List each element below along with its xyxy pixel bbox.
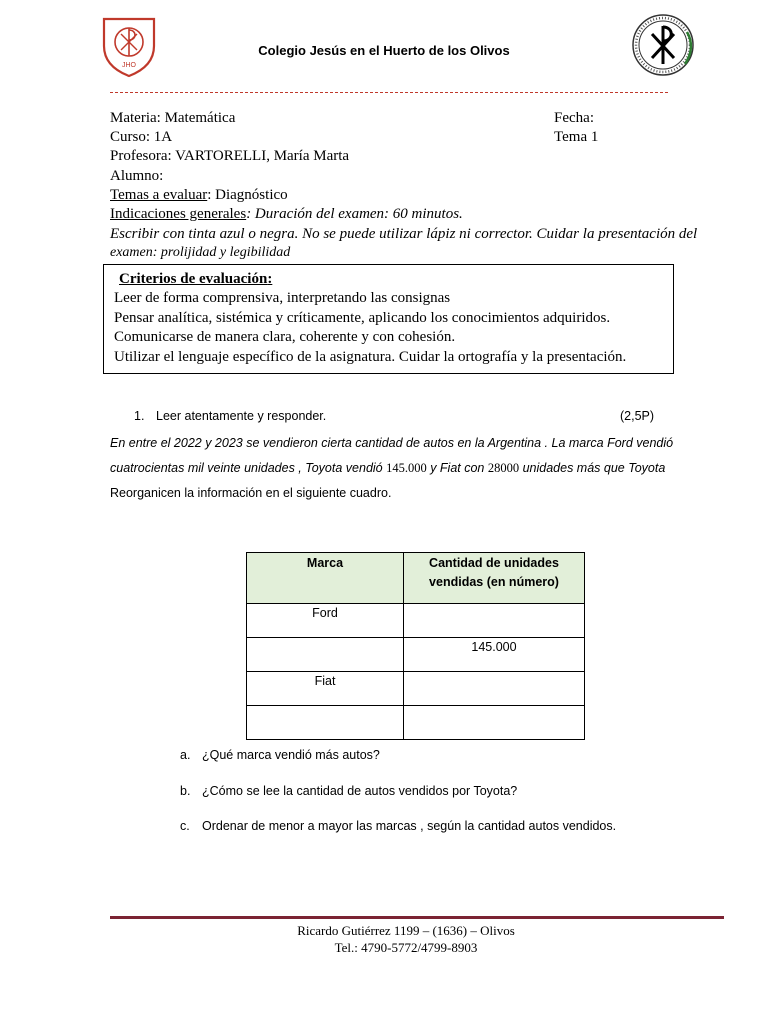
- subquestion-letter: a.: [180, 748, 191, 762]
- exercise-points: (2,5P): [620, 409, 655, 423]
- subquestion-letter: b.: [180, 784, 191, 798]
- text-segment: cuatrocientas mil veinte unidades , Toyota vendió: [110, 461, 387, 475]
- exercise-text-line-2: [110, 456, 665, 481]
- footer-phone: Tel.: 4790-5772/4799-8903: [334, 940, 478, 955]
- indicaciones-label: Indicaciones generales: [110, 206, 247, 222]
- footer-divider: [110, 916, 724, 919]
- cell-marca[interactable]: Fiat: [247, 672, 404, 706]
- criteria-item: Comunicarse de manera clara, coherente y con cohesión.: [114, 329, 456, 345]
- exercise-instruction: Leer atentamente y responder.: [156, 409, 327, 423]
- subquestion-text: ¿Cómo se lee la cantidad de autos vendidos por Toyota?: [202, 784, 518, 798]
- temas-label: Temas a evaluar: [110, 187, 208, 203]
- text-segment: unidades más que Toyota: [519, 461, 666, 475]
- indicaciones-value: : Duración del examen: 60 minutos.: [246, 206, 463, 222]
- profesora-line: [110, 147, 349, 167]
- instructions-line-2: examen: prolijidad y legibilidad: [110, 245, 291, 260]
- profesora-label: Profesora:: [110, 148, 172, 164]
- header-divider: [110, 92, 668, 93]
- subquestion-text: ¿Qué marca vendió más autos?: [202, 748, 380, 762]
- exercise-text-line-3: Reorganicen la información en el siguiente cuadro.: [110, 486, 392, 500]
- exercise-number: 1.: [134, 409, 145, 423]
- table-row: [247, 672, 585, 706]
- header-line: vendidas (en número): [429, 575, 559, 589]
- table-header-row: [247, 553, 585, 604]
- cell-cantidad[interactable]: 145.000: [404, 638, 585, 672]
- curso-label: Curso:: [110, 129, 151, 145]
- text-segment: y Fiat con: [426, 461, 488, 475]
- instructions-line-1: Escribir con tinta azul o negra. No se puede utilizar lápiz ni corrector. Cuidar la presentación del: [110, 226, 698, 242]
- footer-address: Ricardo Gutiérrez 1199 – (1636) – Olivos: [297, 923, 515, 938]
- criteria-item: Pensar analítica, sistémica y críticamente, aplicando los conocimientos adquiridos.: [114, 309, 611, 326]
- cell-cantidad[interactable]: [404, 672, 585, 706]
- fiat-difference: 28000: [487, 461, 520, 475]
- cell-marca[interactable]: [247, 706, 404, 740]
- sales-table: [246, 552, 585, 740]
- alumno-label: Alumno:: [110, 168, 164, 184]
- table-row: [247, 604, 585, 638]
- table-row: [247, 706, 585, 740]
- subquestion-text: Ordenar de menor a mayor las marcas , según la cantidad autos vendidos.: [202, 819, 617, 833]
- criteria-box: [103, 264, 674, 374]
- criteria-item: Utilizar el lenguaje específico de la asignatura. Cuidar la ortografía y la presentación.: [114, 348, 627, 365]
- subquestion-letter: c.: [180, 819, 190, 833]
- table-row: [247, 638, 585, 672]
- tema-label: Tema 1: [554, 129, 599, 145]
- exercise-text-line-1: En entre el 2022 y 2023 se vendieron cierta cantidad de autos en la Argentina . La marca Ford vendió: [110, 436, 674, 450]
- curso-line: [110, 128, 172, 148]
- cell-marca[interactable]: [247, 638, 404, 672]
- toyota-number: 145.000: [386, 461, 427, 475]
- profesora-value: VARTORELLI, María Marta: [175, 148, 350, 164]
- fecha-label: Fecha:: [554, 110, 594, 126]
- header-line: Cantidad de unidades: [429, 556, 559, 570]
- column-header-cantidad: [404, 553, 585, 604]
- shield-logo-text: JHO: [122, 62, 136, 69]
- cell-cantidad[interactable]: [404, 706, 585, 740]
- cell-cantidad[interactable]: [404, 604, 585, 638]
- materia-value: Matemática: [164, 110, 236, 126]
- curso-value: 1A: [153, 129, 173, 145]
- temas-value: : Diagnóstico: [207, 187, 288, 203]
- materia-line: [110, 109, 235, 129]
- school-name: Colegio Jesús en el Huerto de los Olivos: [258, 43, 510, 58]
- temas-line: [110, 186, 288, 206]
- cell-marca[interactable]: Ford: [247, 604, 404, 638]
- criteria-item: Leer de forma comprensiva, interpretando las consignas: [114, 290, 451, 306]
- criteria-title: Criterios de evaluación:: [119, 271, 273, 287]
- column-header-marca: Marca: [247, 553, 404, 604]
- indicaciones-line: [110, 205, 463, 225]
- materia-label: Materia:: [110, 110, 161, 126]
- criteria-title-text: Criterios de evaluación: [119, 271, 268, 287]
